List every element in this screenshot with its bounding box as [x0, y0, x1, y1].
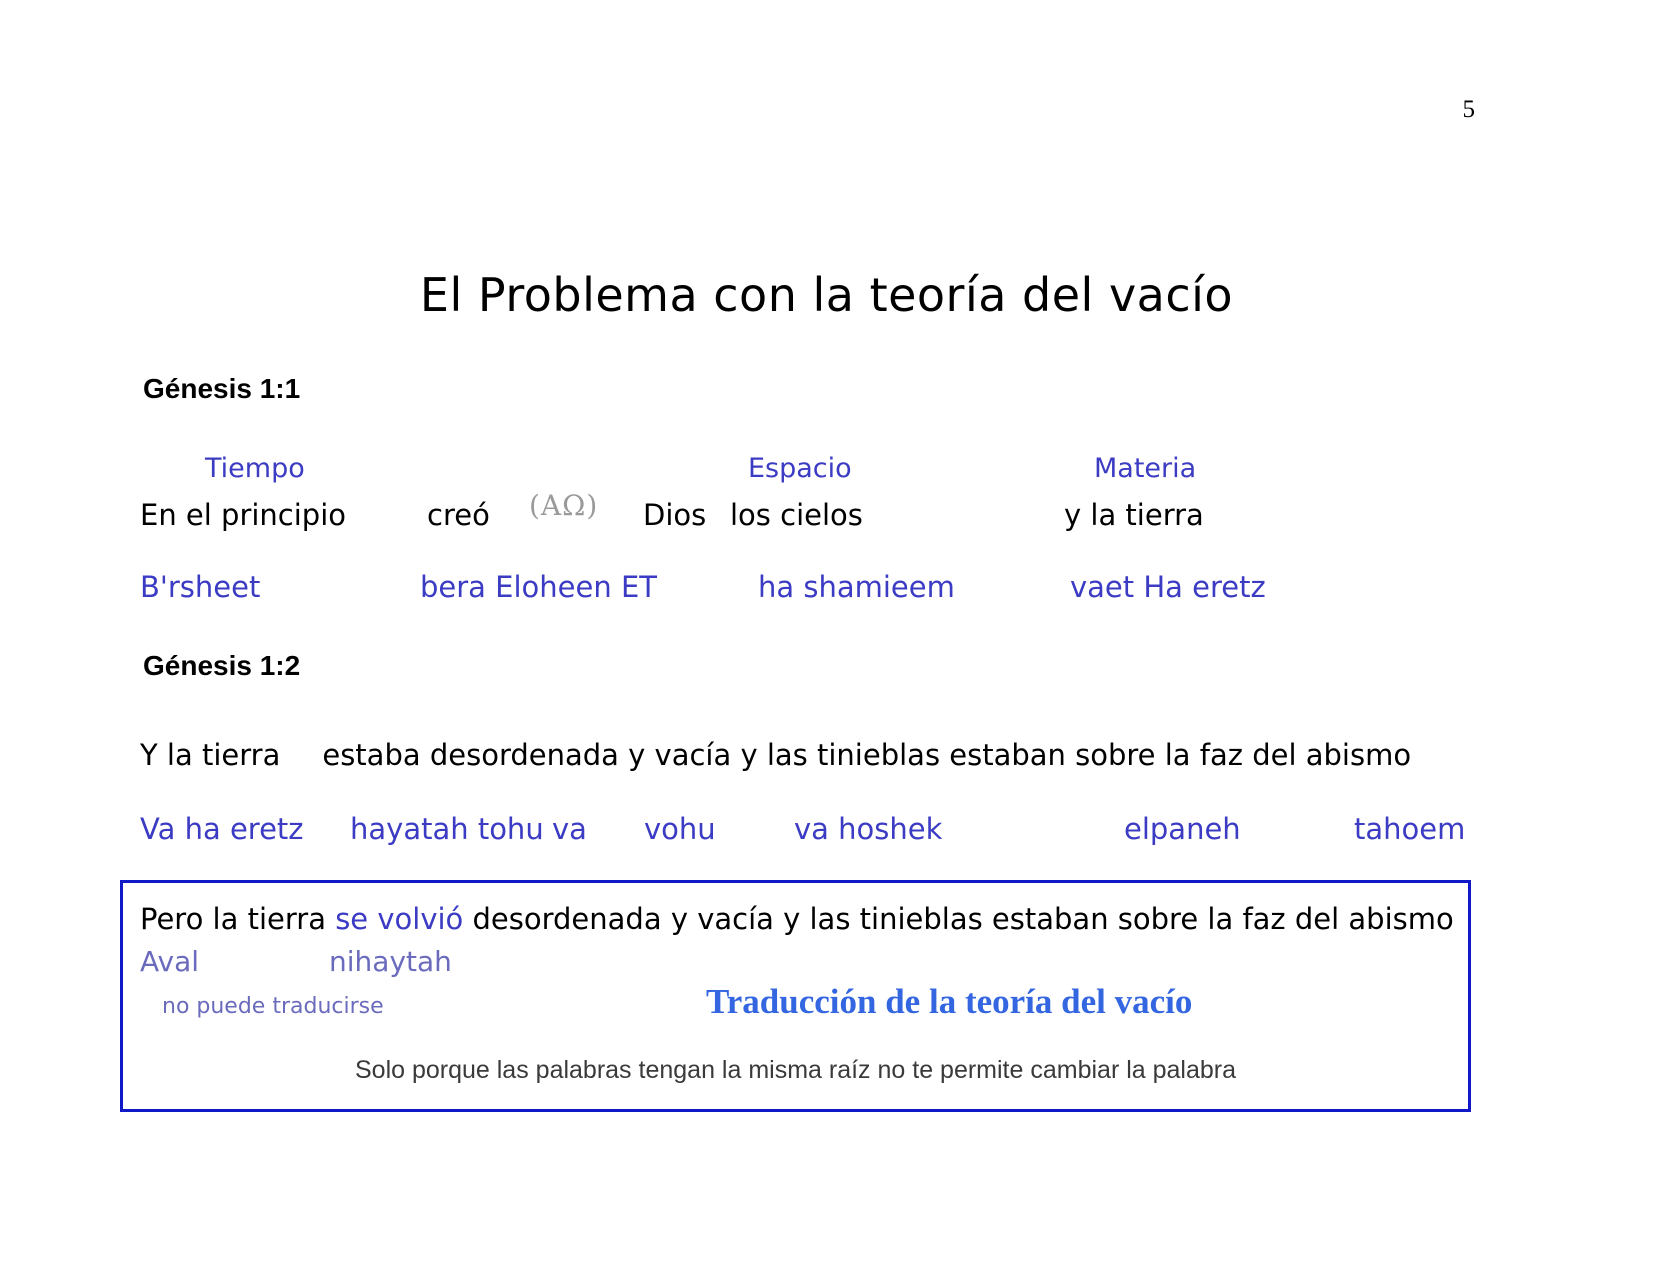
- gen12-translit-word-0: Va ha eretz: [140, 812, 304, 846]
- page-number: 5: [1462, 96, 1475, 123]
- gap-theory-word-nihaytah: nihaytah: [329, 945, 452, 978]
- gen12-translit-word-3: vohu: [644, 812, 716, 846]
- alpha-omega-symbol: (ΑΩ): [529, 489, 599, 522]
- category-label-espacio: Espacio: [748, 453, 852, 484]
- gen11-translit-word-1: B'rsheet: [140, 570, 261, 604]
- gen12-spanish-part-a: Y la tierra: [140, 738, 281, 772]
- gap-theory-footer: Solo porque las palabras tengan la misma raíz no te permite cambiar la palabra: [354, 1056, 1237, 1084]
- gen12-translit-word-4: va hoshek: [794, 812, 943, 846]
- page-title: El Problema con la teoría del vacío: [419, 268, 1234, 322]
- gap-theory-line1-prefix: Pero la tierra: [140, 902, 336, 936]
- gen11-translit-word-2: bera Eloheen ET: [420, 570, 657, 604]
- gen12-spanish-part-b: estaba desordenada y vacía y las tinieblas estaban sobre la faz del abismo: [322, 738, 1412, 772]
- category-label-materia: Materia: [1094, 453, 1197, 484]
- gen12-translit-word-2: va: [552, 812, 587, 846]
- gap-theory-spanish-line: [140, 902, 1454, 936]
- gen11-spanish-word-1: En el principio: [140, 498, 347, 532]
- gen12-translit-word-5: elpaneh: [1124, 812, 1241, 846]
- gen11-spanish-word-4: los cielos: [730, 498, 863, 532]
- gap-theory-heading: Traducción de la teoría del vacío: [706, 982, 1193, 1021]
- genesis-1-2-label: Génesis 1:2: [143, 650, 301, 681]
- gen11-translit-word-4: vaet Ha eretz: [1070, 570, 1266, 604]
- gap-theory-line1-suffix: desordenada y vacía y las tinieblas estaban sobre la faz del abismo: [463, 902, 1454, 936]
- category-label-tiempo: Tiempo: [205, 453, 305, 484]
- gen11-spanish-word-5: y la tierra: [1064, 498, 1204, 532]
- gen12-translit-word-1: hayatah tohu: [350, 812, 544, 846]
- gap-theory-translit-line: [140, 945, 452, 978]
- gap-theory-line1-highlight: se volvió: [335, 902, 464, 936]
- gen12-translit-word-6: tahoem: [1354, 812, 1466, 846]
- gen12-spanish-line: [140, 738, 1411, 772]
- gen12-transliteration-line: [140, 812, 1465, 846]
- gen11-spanish-word-2: creó: [427, 498, 490, 532]
- genesis-1-1-label: Génesis 1:1: [143, 373, 301, 404]
- gen11-translit-word-3: ha shamieem: [758, 570, 955, 604]
- gap-theory-note: no puede traducirse: [162, 994, 384, 1019]
- gen11-spanish-word-3: Dios: [643, 498, 707, 532]
- gap-theory-word-aval: Aval: [140, 945, 200, 978]
